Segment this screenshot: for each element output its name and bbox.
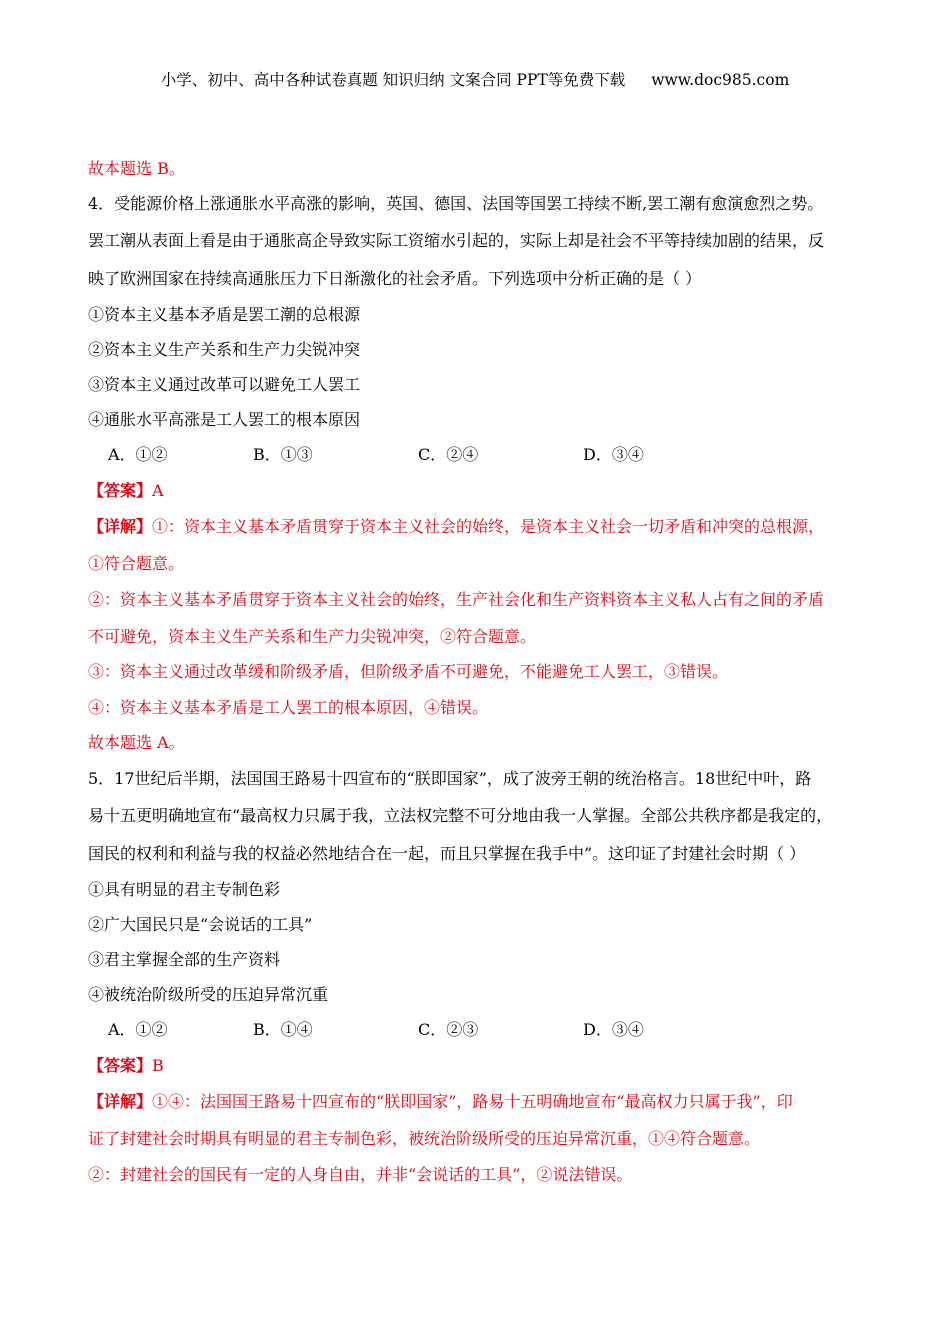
q5-answer-label: 【答案】 bbox=[88, 1056, 153, 1075]
q5-option-a: A．①② bbox=[108, 1020, 168, 1039]
q4-detail-line-2: ①符合题意。 bbox=[88, 554, 185, 573]
q5-stem-line-3: 国民的权利和利益与我的权益必然地结合在一起，而且只掌握在我手中”。这印证了封建社会时期（ ） bbox=[88, 844, 806, 863]
header-site[interactable]: www.doc985.com bbox=[651, 71, 790, 89]
q5-detail-line-2: 证了封建社会时期具有明显的君主专制色彩，被统治阶级所受的压迫异常沉重，①④符合题意。 bbox=[88, 1129, 761, 1148]
prev-conclusion: 故本题选 B。 bbox=[88, 159, 185, 178]
header-text: 小学、初中、高中各种试卷真题 知识归纳 文案合同 PPT等免费下载 bbox=[160, 71, 626, 89]
q5-option-d: D．③④ bbox=[583, 1020, 644, 1039]
q4-detail-text-1: ①：资本主义基本矛盾贯穿于资本主义社会的始终，是资本主义社会一切矛盾和冲突的总根源， bbox=[152, 517, 825, 536]
q5-detail-line-3: ②：封建社会的国民有一定的人身自由，并非“会说话的工具”，②说法错误。 bbox=[88, 1165, 633, 1184]
q5-detail-line-1 bbox=[88, 1091, 793, 1113]
q5-option-b: B．①④ bbox=[253, 1020, 313, 1039]
q5-detail-text-1: ①④：法国国王路易十四宣布的“朕即国家”，路易十五明确地宣布“最高权力只属于我”，印 bbox=[152, 1092, 793, 1111]
q4-detail-line-3: ②：资本主义基本矛盾贯穿于资本主义社会的始终，生产社会化和生产资料资本主义私人占有之间的矛盾 bbox=[88, 590, 825, 609]
q5-answer bbox=[88, 1055, 164, 1077]
q4-detail-line-4: 不可避免，资本主义生产关系和生产力尖锐冲突，②符合题意。 bbox=[88, 627, 537, 646]
q4-detail-line-6: ④：资本主义基本矛盾是工人罢工的根本原因，④错误。 bbox=[88, 698, 489, 717]
q4-item-3: ③资本主义通过改革可以避免工人罢工 bbox=[88, 375, 361, 394]
q5-stem-line-2: 易十五更明确地宣布“最高权力只属于我，立法权完整不可分地由我一人掌握。全部公共秩序都是我定的， bbox=[88, 806, 833, 825]
q5-item-3: ③君主掌握全部的生产资料 bbox=[88, 950, 281, 969]
q4-stem-line-2: 罢工潮从表面上看是由于通胀高企导致实际工资缩水引起的，实际上却是社会不平等持续加剧的结果，反 bbox=[88, 231, 825, 250]
q4-item-1: ①资本主义基本矛盾是罢工潮的总根源 bbox=[88, 305, 361, 324]
q4-item-4: ④通胀水平高涨是工人罢工的根本原因 bbox=[88, 410, 361, 429]
page-header bbox=[0, 68, 950, 90]
q5-option-c: C．②③ bbox=[418, 1020, 479, 1039]
q4-answer-label: 【答案】 bbox=[88, 481, 153, 500]
q5-item-2: ②广大国民只是“会说话的工具” bbox=[88, 915, 313, 934]
q4-stem-line-3: 映了欧洲国家在持续高通胀压力下日渐激化的社会矛盾。下列选项中分析正确的是（ ） bbox=[88, 269, 702, 288]
q4-detail-line-5: ③：资本主义通过改革缓和阶级矛盾，但阶级矛盾不可避免，不能避免工人罢工，③错误。 bbox=[88, 662, 729, 681]
q4-answer bbox=[88, 480, 164, 502]
q5-stem-line-1: 5．17世纪后半期，法国国王路易十四宣布的“朕即国家”，成了波旁王朝的统治格言。18世纪中叶，路 bbox=[88, 769, 812, 788]
q4-stem-line-1: 4．受能源价格上涨通胀水平高涨的影响，英国、德国、法国等国罢工持续不断,罢工潮有愈演愈烈之势。 bbox=[88, 194, 824, 213]
q5-item-4: ④被统治阶级所受的压迫异常沉重 bbox=[88, 985, 329, 1004]
q4-conclusion: 故本题选 A。 bbox=[88, 733, 185, 752]
q5-item-1: ①具有明显的君主专制色彩 bbox=[88, 880, 281, 899]
q4-option-a: A．①② bbox=[108, 445, 168, 464]
q5-answer-value: B bbox=[152, 1056, 164, 1075]
q4-detail-label: 【详解】 bbox=[88, 517, 153, 536]
q4-option-c: C．②④ bbox=[418, 445, 479, 464]
q4-answer-value: A bbox=[152, 481, 164, 500]
q4-option-d: D．③④ bbox=[583, 445, 644, 464]
q5-detail-label: 【详解】 bbox=[88, 1092, 153, 1111]
q4-option-b: B．①③ bbox=[253, 445, 313, 464]
q4-item-2: ②资本主义生产关系和生产力尖锐冲突 bbox=[88, 340, 361, 359]
q4-detail-line-1 bbox=[88, 516, 824, 538]
